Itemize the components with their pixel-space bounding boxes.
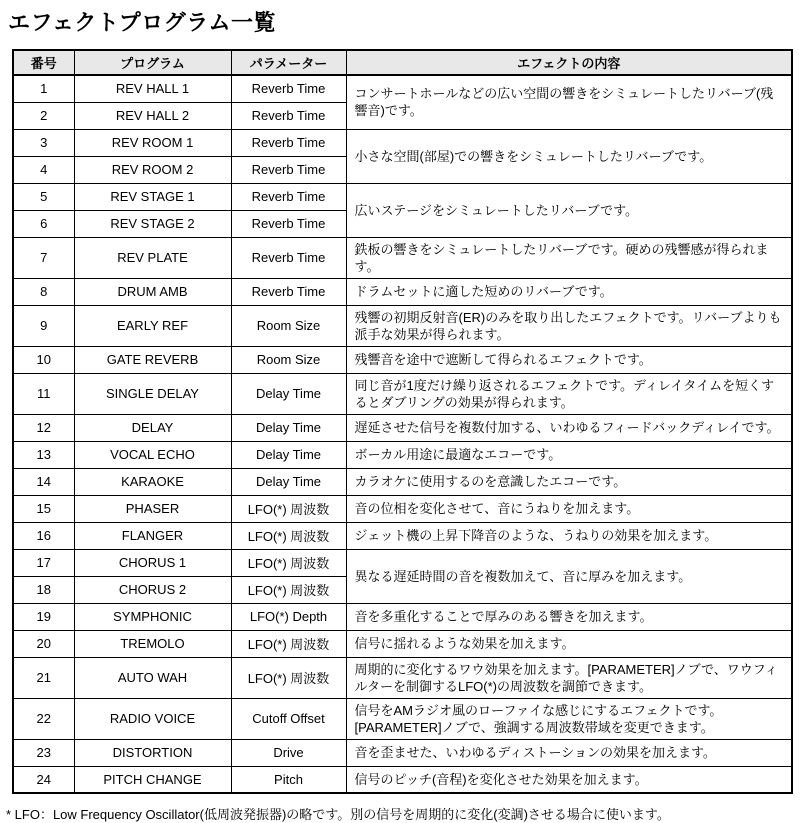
- cell-number: 21: [13, 657, 74, 698]
- cell-program: REV STAGE 2: [74, 210, 231, 237]
- cell-parameter: LFO(*) 周波数: [231, 549, 346, 576]
- cell-number: 20: [13, 630, 74, 657]
- cell-parameter: LFO(*) 周波数: [231, 657, 346, 698]
- cell-program: TREMOLO: [74, 630, 231, 657]
- cell-program: GATE REVERB: [74, 346, 231, 373]
- cell-number: 6: [13, 210, 74, 237]
- cell-program: SINGLE DELAY: [74, 373, 231, 414]
- cell-description: ドラムセットに適した短めのリバーブです。: [346, 278, 792, 305]
- cell-program: VOCAL ECHO: [74, 441, 231, 468]
- cell-program: AUTO WAH: [74, 657, 231, 698]
- table-row: [13, 495, 792, 522]
- table-row: [13, 468, 792, 495]
- table-row: [13, 698, 792, 739]
- cell-number: 9: [13, 305, 74, 346]
- cell-parameter: Delay Time: [231, 468, 346, 495]
- cell-number: 18: [13, 576, 74, 603]
- header-description: エフェクトの内容: [346, 50, 792, 75]
- table-row: [13, 441, 792, 468]
- cell-program: SYMPHONIC: [74, 603, 231, 630]
- cell-description: 残響の初期反射音(ER)のみを取り出したエフェクトです。リバーブよりも派手な効果が得られます。: [346, 305, 792, 346]
- header-parameter: パラメーター: [231, 50, 346, 75]
- cell-description: 周期的に変化するワウ効果を加えます。[PARAMETER]ノブで、ワウフィルターを制御するLFO(*)の周波数を調節できます。: [346, 657, 792, 698]
- cell-parameter: Reverb Time: [231, 183, 346, 210]
- cell-number: 12: [13, 414, 74, 441]
- cell-number: 3: [13, 129, 74, 156]
- table-row: [13, 237, 792, 278]
- cell-description: 異なる遅延時間の音を複数加えて、音に厚みを加えます。: [346, 549, 792, 603]
- table-row: [13, 603, 792, 630]
- cell-program: KARAOKE: [74, 468, 231, 495]
- cell-parameter: Reverb Time: [231, 278, 346, 305]
- cell-number: 5: [13, 183, 74, 210]
- cell-description: コンサートホールなどの広い空間の響きをシミュレートしたリバーブ(残響音)です。: [346, 75, 792, 129]
- table-row: [13, 75, 792, 102]
- cell-parameter: LFO(*) 周波数: [231, 630, 346, 657]
- cell-description: 信号のピッチ(音程)を変化させた効果を加えます。: [346, 766, 792, 793]
- cell-program: PHASER: [74, 495, 231, 522]
- cell-program: RADIO VOICE: [74, 698, 231, 739]
- cell-program: CHORUS 2: [74, 576, 231, 603]
- cell-number: 10: [13, 346, 74, 373]
- cell-description: 音を歪ませた、いわゆるディストーションの効果を加えます。: [346, 739, 792, 766]
- table-row: [13, 129, 792, 156]
- cell-program: REV PLATE: [74, 237, 231, 278]
- cell-description: 小さな空間(部屋)での響きをシミュレートしたリバーブです。: [346, 129, 792, 183]
- table-row: [13, 373, 792, 414]
- cell-program: PITCH CHANGE: [74, 766, 231, 793]
- cell-number: 22: [13, 698, 74, 739]
- cell-program: REV STAGE 1: [74, 183, 231, 210]
- cell-program: DISTORTION: [74, 739, 231, 766]
- cell-description: 信号に揺れるような効果を加えます。: [346, 630, 792, 657]
- cell-description: 遅延させた信号を複数付加する、いわゆるフィードバックディレイです。: [346, 414, 792, 441]
- cell-program: EARLY REF: [74, 305, 231, 346]
- cell-description: ジェット機の上昇下降音のような、うねりの効果を加えます。: [346, 522, 792, 549]
- table-row: [13, 766, 792, 793]
- cell-parameter: Reverb Time: [231, 75, 346, 102]
- cell-parameter: Drive: [231, 739, 346, 766]
- cell-number: 2: [13, 102, 74, 129]
- cell-number: 4: [13, 156, 74, 183]
- cell-parameter: Reverb Time: [231, 237, 346, 278]
- cell-parameter: Room Size: [231, 305, 346, 346]
- table-row: [13, 549, 792, 576]
- table-row: [13, 278, 792, 305]
- cell-description: 残響音を途中で遮断して得られるエフェクトです。: [346, 346, 792, 373]
- cell-parameter: Delay Time: [231, 441, 346, 468]
- cell-program: REV HALL 1: [74, 75, 231, 102]
- lfo-footnote: * LFO：Low Frequency Oscillator(低周波発振器)の略です。別の信号を周期的に変化(変調)させる場合に使います。: [6, 807, 670, 822]
- page-title: エフェクトプログラム一覧: [8, 10, 277, 35]
- header-number: 番号: [13, 50, 74, 75]
- cell-description: 同じ音が1度だけ繰り返されるエフェクトです。ディレイタイムを短くするとダブリングの効果が得られます。: [346, 373, 792, 414]
- cell-program: REV ROOM 1: [74, 129, 231, 156]
- cell-description: 音を多重化することで厚みのある響きを加えます。: [346, 603, 792, 630]
- cell-description: 広いステージをシミュレートしたリバーブです。: [346, 183, 792, 237]
- cell-description: ボーカル用途に最適なエコーです。: [346, 441, 792, 468]
- cell-parameter: Cutoff Offset: [231, 698, 346, 739]
- cell-description: 信号をAMラジオ風のローファイな感じにするエフェクトです。[PARAMETER]ノブで、強調する周波数帯域を変更できます。: [346, 698, 792, 739]
- cell-program: FLANGER: [74, 522, 231, 549]
- cell-description: 音の位相を変化させて、音にうねりを加えます。: [346, 495, 792, 522]
- cell-number: 16: [13, 522, 74, 549]
- cell-number: 19: [13, 603, 74, 630]
- table-row: [13, 522, 792, 549]
- cell-number: 17: [13, 549, 74, 576]
- cell-number: 8: [13, 278, 74, 305]
- cell-parameter: Reverb Time: [231, 129, 346, 156]
- cell-description: カラオケに使用するのを意識したエコーです。: [346, 468, 792, 495]
- table-row: [13, 414, 792, 441]
- table-row: [13, 630, 792, 657]
- cell-program: DELAY: [74, 414, 231, 441]
- effects-program-table: [12, 49, 793, 794]
- cell-description: 鉄板の響きをシミュレートしたリバーブです。硬めの残響感が得られます。: [346, 237, 792, 278]
- cell-program: CHORUS 1: [74, 549, 231, 576]
- cell-parameter: LFO(*) 周波数: [231, 495, 346, 522]
- table-row: [13, 346, 792, 373]
- cell-program: REV ROOM 2: [74, 156, 231, 183]
- table-row: [13, 657, 792, 698]
- cell-parameter: Delay Time: [231, 414, 346, 441]
- cell-parameter: Pitch: [231, 766, 346, 793]
- cell-program: REV HALL 2: [74, 102, 231, 129]
- cell-number: 14: [13, 468, 74, 495]
- table-row: [13, 183, 792, 210]
- cell-number: 7: [13, 237, 74, 278]
- table-row: [13, 305, 792, 346]
- cell-parameter: Room Size: [231, 346, 346, 373]
- cell-parameter: Delay Time: [231, 373, 346, 414]
- manual-page: [0, 6, 800, 822]
- cell-parameter: LFO(*) 周波数: [231, 576, 346, 603]
- cell-number: 13: [13, 441, 74, 468]
- cell-program: DRUM AMB: [74, 278, 231, 305]
- cell-number: 15: [13, 495, 74, 522]
- cell-number: 1: [13, 75, 74, 102]
- cell-parameter: Reverb Time: [231, 156, 346, 183]
- cell-parameter: Reverb Time: [231, 210, 346, 237]
- header-program: プログラム: [74, 50, 231, 75]
- cell-number: 11: [13, 373, 74, 414]
- cell-parameter: LFO(*) 周波数: [231, 522, 346, 549]
- table-row: [13, 739, 792, 766]
- cell-number: 23: [13, 739, 74, 766]
- cell-parameter: Reverb Time: [231, 102, 346, 129]
- table-header-row: [13, 50, 792, 75]
- cell-number: 24: [13, 766, 74, 793]
- cell-parameter: LFO(*) Depth: [231, 603, 346, 630]
